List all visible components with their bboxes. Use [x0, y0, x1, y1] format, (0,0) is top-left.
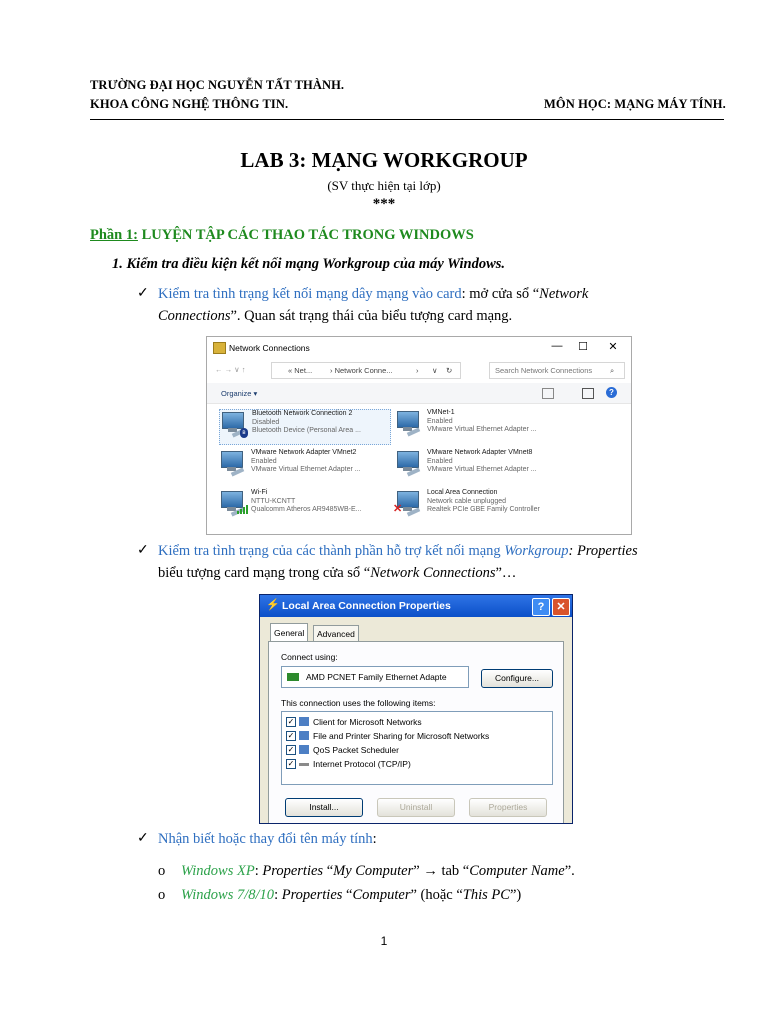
lan-connection-icon: ⚡: [266, 599, 280, 611]
faculty-name: KHOA CÔNG NGHỆ THÔNG TIN.: [90, 97, 289, 111]
text: ” (hoặc “: [410, 887, 463, 903]
check-2-blue-italic: Workgroup: [504, 543, 569, 559]
text: “: [323, 863, 334, 879]
connection-vmnet2[interactable]: [219, 449, 389, 483]
connection-device: VMware Virtual Ethernet Adapter ...: [427, 426, 537, 433]
arrow-right-icon: →: [423, 863, 438, 879]
checkmark-icon: ✓: [137, 831, 149, 846]
sub-item-xp: [158, 860, 575, 882]
sharing-icon: [299, 731, 309, 740]
part-1-text: LUYỆN TẬP CÁC THAO TÁC TRONG WINDOWS: [137, 227, 474, 243]
check-1-rest: : mở cửa sổ “: [461, 286, 540, 302]
maximize-button[interactable]: ☐: [578, 341, 588, 353]
search-placeholder: Search Network Connections: [495, 366, 593, 375]
connection-name: VMware Network Adapter VMnet8: [427, 449, 533, 456]
search-icon: ⌕: [610, 366, 615, 375]
close-button[interactable]: ✕: [608, 341, 618, 353]
components-list: [281, 711, 553, 785]
text: ”: [413, 863, 424, 879]
text: “: [342, 887, 353, 903]
text: ”.: [564, 863, 575, 879]
checkbox[interactable]: ✓: [287, 717, 295, 726]
network-folder-icon: [213, 342, 226, 354]
nc-address-bar: [213, 361, 625, 379]
unplugged-x-icon: ✕: [393, 503, 403, 515]
help-icon[interactable]: ?: [606, 387, 617, 398]
connection-wifi[interactable]: [219, 489, 389, 523]
check-2-line2-italic: Network Connections: [370, 565, 496, 581]
text: ”): [509, 887, 522, 903]
help-button[interactable]: ?: [532, 598, 550, 616]
check-3-blue: Nhận biết hoặc thay đổi tên máy tính: [158, 831, 373, 847]
tab-advanced[interactable]: Advanced: [313, 625, 359, 642]
text: This PC: [462, 887, 510, 903]
connection-device: VMware Virtual Ethernet Adapter ...: [427, 466, 537, 473]
configure-button[interactable]: Configure...: [481, 669, 553, 688]
connection-vmnet1[interactable]: [395, 409, 565, 443]
connection-device: VMware Virtual Ethernet Adapter ...: [251, 466, 361, 473]
install-button[interactable]: Install...: [285, 798, 363, 817]
page-subtitle: (SV thực hiện tại lớp): [327, 178, 441, 193]
connection-local-area[interactable]: [395, 489, 565, 523]
network-adapter-icon: [219, 451, 245, 475]
preview-pane-icon[interactable]: [582, 388, 594, 399]
connection-name: Wi-Fi: [251, 489, 268, 496]
breadcrumb-chevron: ›: [416, 366, 419, 375]
bullet: o: [158, 887, 166, 903]
header-divider: [90, 119, 724, 120]
connection-name: VMware Network Adapter VMnet2: [251, 449, 357, 456]
change-view-icon[interactable]: [542, 388, 554, 399]
check-1-line2-italic: Connections: [158, 308, 231, 324]
check-2-blue: Kiểm tra tình trạng của các thành phần hỗ trợ kết nối mạng: [158, 543, 505, 559]
text: tab “: [437, 863, 470, 879]
adapter-field: [281, 666, 469, 688]
checkbox[interactable]: ✓: [287, 759, 295, 768]
client-icon: [299, 717, 309, 726]
check-3: [137, 828, 718, 850]
network-connections-window: [206, 336, 632, 535]
check-1-blue: Kiểm tra tình trạng kết nối mạng dây mạng vào card: [158, 286, 462, 302]
check-2: [137, 540, 718, 584]
network-adapter-icon: [395, 411, 421, 435]
refresh-icon[interactable]: ↻: [446, 366, 453, 375]
breadcrumb-network-connections[interactable]: › Network Conne...: [330, 366, 393, 375]
connection-name: VMNet-1: [427, 409, 455, 416]
connection-status: Enabled: [251, 457, 277, 465]
text: Computer: [352, 887, 411, 903]
text: :: [254, 863, 263, 879]
adapter-name: AMD PCNET Family Ethernet Adapte: [306, 672, 447, 682]
item-1-heading: 1. Kiểm tra điều kiện kết nối mạng Workgroup của máy Windows.: [112, 256, 506, 272]
general-panel: [268, 641, 564, 824]
item-label: Client for Microsoft Networks: [313, 717, 422, 727]
page-title: LAB 3: MẠNG WORKGROUP: [240, 148, 528, 172]
lan-properties-dialog: [259, 594, 573, 824]
breadcrumb[interactable]: [271, 362, 461, 379]
part-1-label: Phần 1:: [90, 227, 138, 243]
connection-vmnet8[interactable]: [395, 449, 565, 483]
uninstall-button[interactable]: Uninstall: [377, 798, 455, 817]
breadcrumb-dropdown-icon[interactable]: ∨: [432, 366, 438, 375]
checkmark-icon: ✓: [137, 286, 149, 301]
subject-name: MÔN HỌC: MẠNG MÁY TÍNH.: [544, 97, 726, 111]
text: Properties: [262, 863, 324, 879]
network-adapter-icon: [395, 451, 421, 475]
connection-status: NTTU-KCNTT: [251, 497, 296, 505]
network-card-icon: [287, 673, 299, 681]
text: My Computer: [333, 863, 414, 879]
organize-menu[interactable]: Organize ▾: [221, 389, 258, 398]
checkbox[interactable]: ✓: [287, 731, 295, 740]
connection-name: Local Area Connection: [427, 489, 498, 496]
connection-status: Enabled: [427, 417, 453, 425]
text: Computer Name: [469, 863, 565, 879]
os-name: Windows 7/8/10: [181, 887, 275, 903]
dialog-titlebar: [260, 595, 572, 617]
search-input[interactable]: [489, 362, 625, 379]
os-name: Windows XP: [181, 863, 255, 879]
part-1-heading: [90, 227, 474, 244]
bullet: o: [158, 863, 166, 879]
check-2-rest-italic: : Properties: [568, 543, 638, 559]
sub-item-win10: [158, 884, 522, 906]
check-1: [137, 283, 718, 327]
wifi-signal-icon: [237, 505, 247, 514]
item-label: QoS Packet Scheduler: [313, 745, 399, 755]
check-2-line2: biểu tượng card mạng trong cửa sổ “: [158, 565, 371, 581]
item-label: File and Printer Sharing for Microsoft Networks: [313, 731, 490, 741]
connection-status: Network cable unplugged: [427, 497, 506, 505]
connection-device: Bluetooth Device (Personal Area ...: [252, 427, 361, 434]
nc-toolbar: [207, 383, 631, 404]
item-label: Internet Protocol (TCP/IP): [313, 759, 411, 769]
network-adapter-icon: [220, 412, 246, 436]
connection-name: Bluetooth Network Connection 2: [252, 410, 353, 417]
network-adapter-icon: [395, 491, 421, 515]
stars-separator: ***: [372, 196, 396, 212]
qos-icon: [299, 745, 309, 754]
check-1-italic: Network: [539, 286, 589, 302]
protocol-icon: [299, 763, 309, 766]
connect-using-label: Connect using:: [281, 652, 338, 662]
school-name: TRƯỜNG ĐẠI HỌC NGUYỄN TẤT THÀNH.: [90, 78, 345, 92]
connection-status: Enabled: [427, 457, 453, 465]
network-adapter-icon: [219, 491, 245, 515]
nav-arrows[interactable]: ← → ∨ ↑: [215, 365, 246, 374]
nc-titlebar: [207, 337, 631, 359]
items-label: This connection uses the following items:: [281, 698, 436, 708]
checkmark-icon: ✓: [137, 543, 149, 558]
check-2-line2-end: ”…: [495, 565, 517, 581]
text: Properties: [281, 887, 343, 903]
page-number: 1: [380, 934, 388, 948]
minimize-button[interactable]: —: [551, 340, 563, 352]
text: :: [274, 887, 282, 903]
checkbox[interactable]: ✓: [287, 745, 295, 754]
connection-device: Realtek PCIe GBE Family Controller: [427, 506, 540, 513]
nc-title: Network Connections: [229, 343, 310, 353]
tab-general[interactable]: General: [270, 623, 308, 642]
check-3-end: :: [372, 831, 377, 847]
properties-button[interactable]: Properties: [469, 798, 547, 817]
bluetooth-icon: ʙ: [240, 428, 248, 438]
check-1-line2-rest: ”. Quan sát trạng thái của biểu tượng card mạng.: [230, 308, 513, 324]
connection-bluetooth[interactable]: [219, 409, 391, 445]
connection-status: Disabled: [252, 418, 280, 426]
connection-device: Qualcomm Atheros AR9485WB-E...: [251, 506, 362, 513]
breadcrumb-net[interactable]: « Net...: [288, 366, 313, 375]
dialog-title: Local Area Connection Properties: [282, 600, 451, 612]
close-button[interactable]: ✕: [552, 598, 570, 616]
